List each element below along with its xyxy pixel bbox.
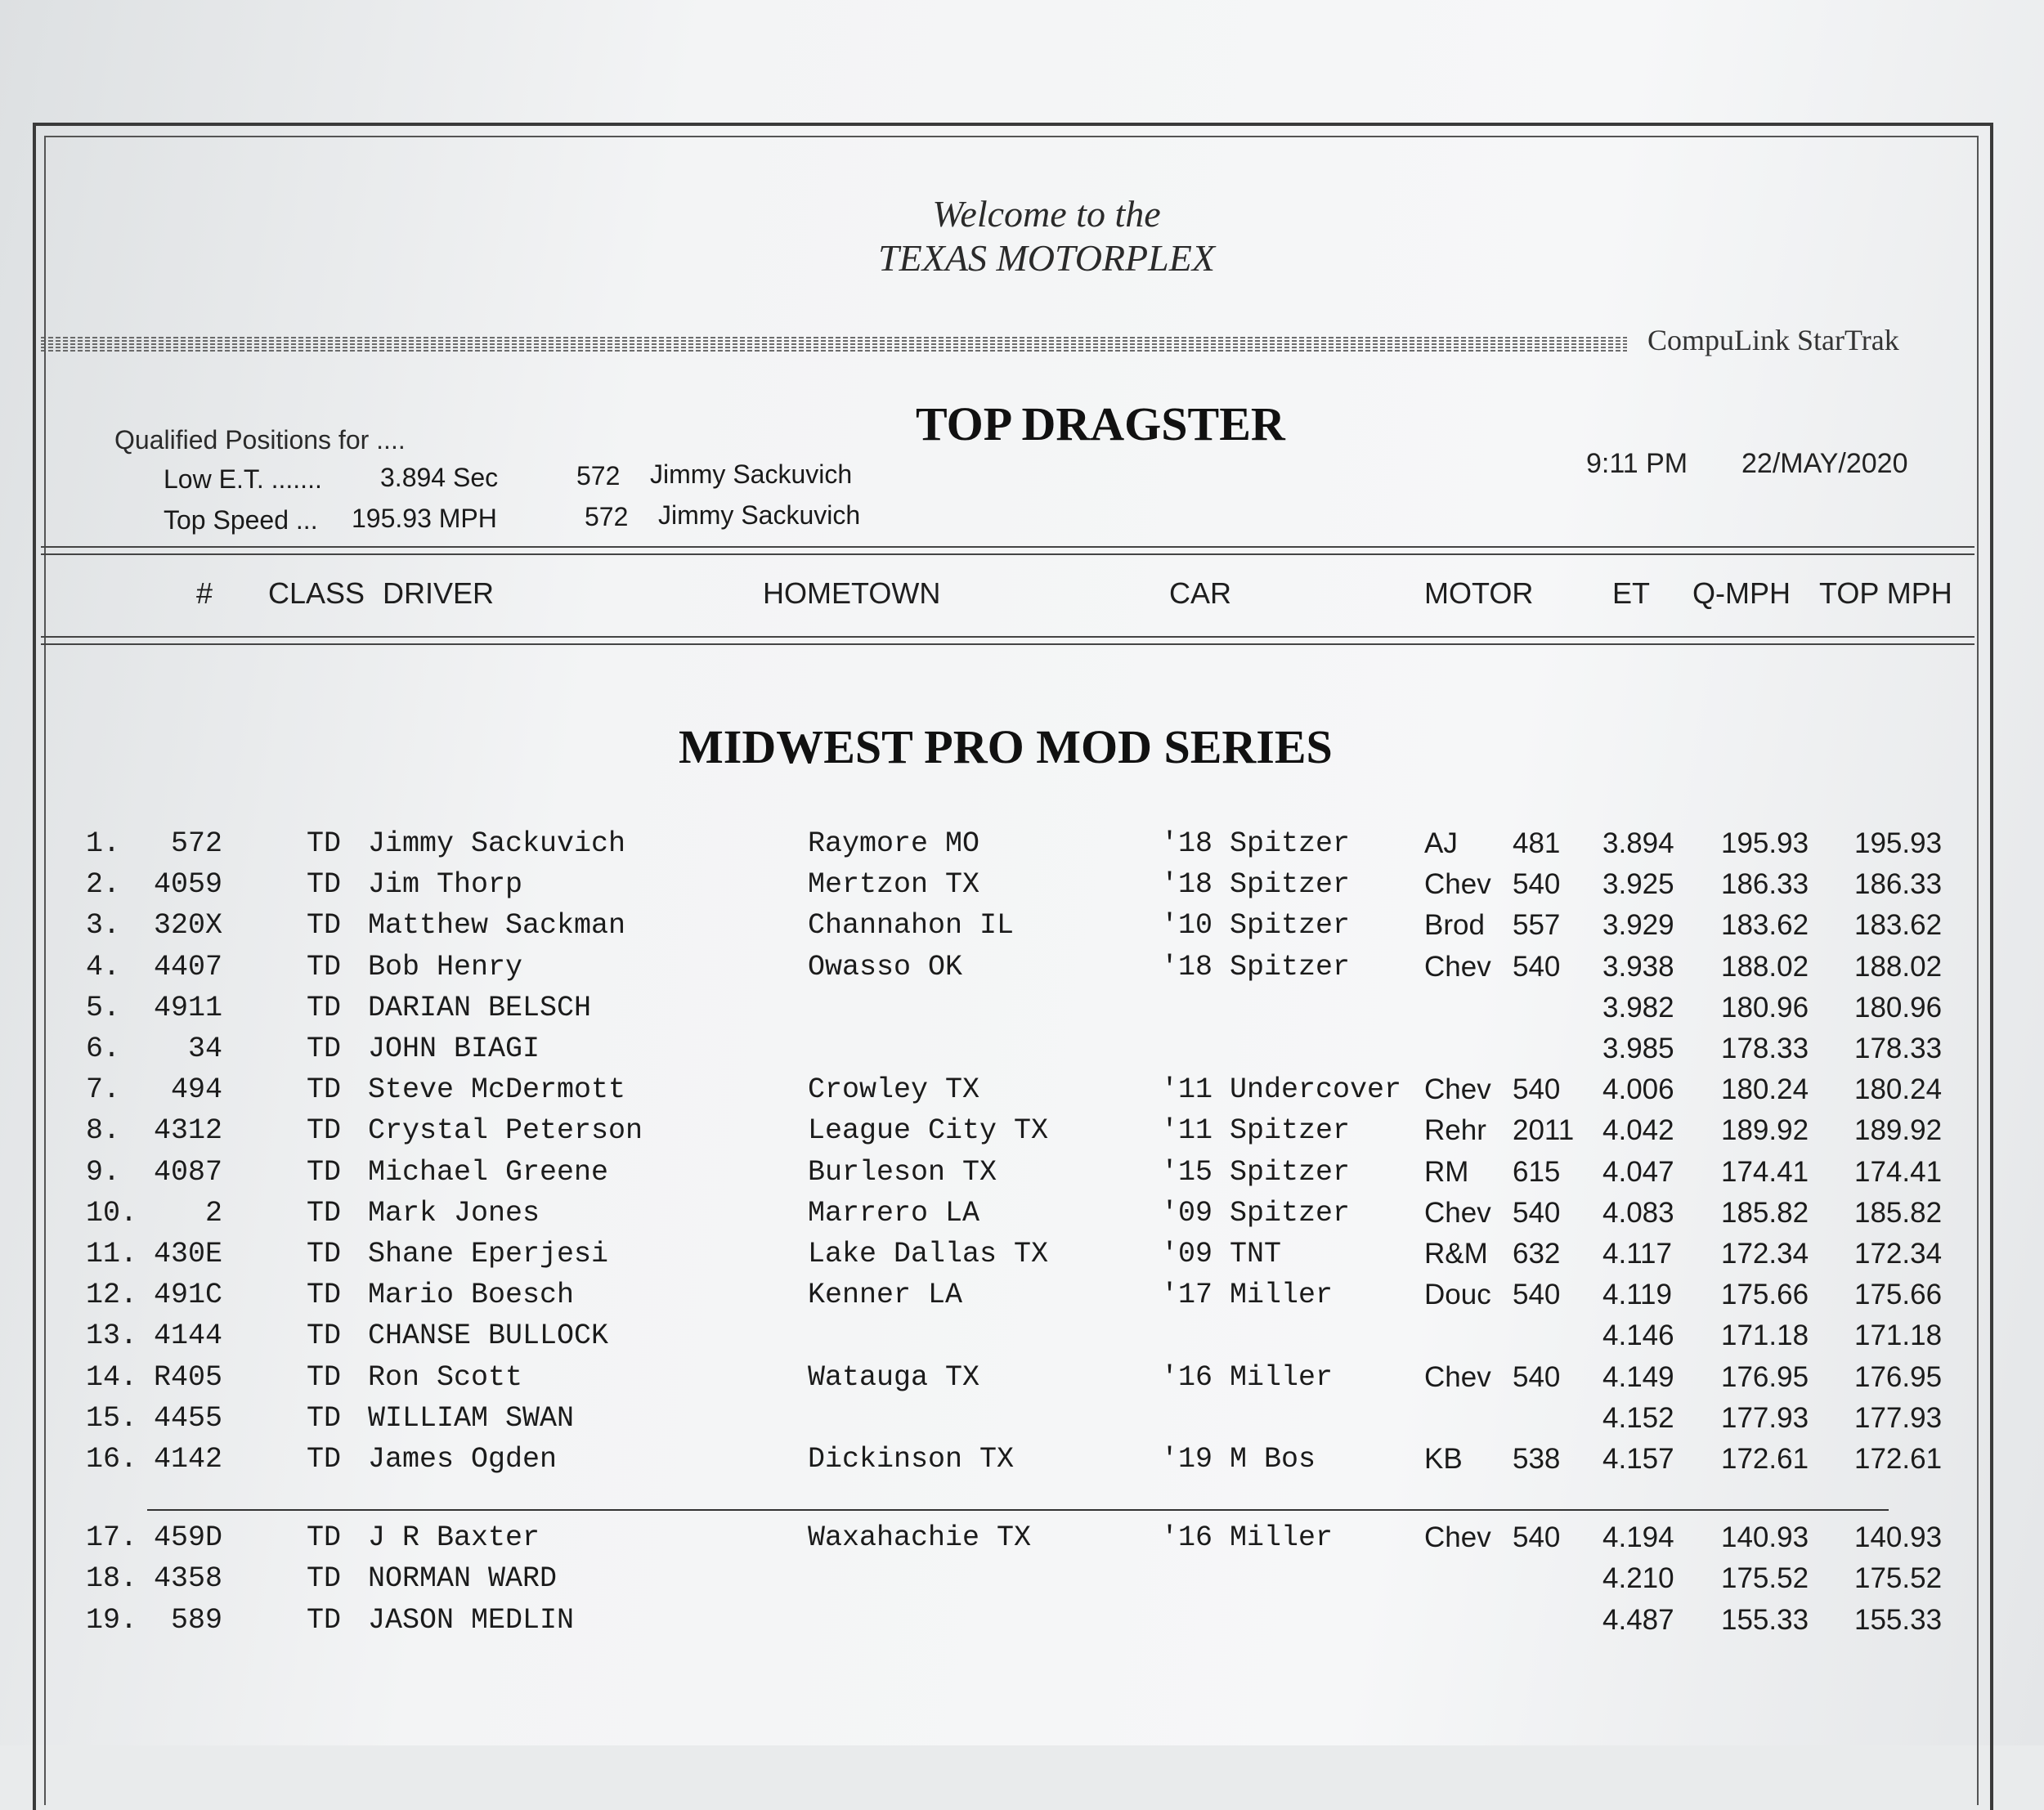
row-car-number: 589 [170, 1604, 222, 1637]
row-et: 4.119 [1602, 1279, 1672, 1310]
row-top-mph: 172.34 [1854, 1238, 1943, 1270]
col-header-q-mph: Q-MPH [1692, 576, 1791, 610]
col-header-class: CLASS [268, 576, 365, 610]
row-position: 1. [86, 827, 121, 860]
row-car: '17 Miller [1161, 1279, 1334, 1311]
table-row [0, 1361, 2044, 1402]
row-q-mph: 183.62 [1721, 909, 1809, 941]
row-et: 4.149 [1602, 1361, 1674, 1393]
row-driver: Shane Eperjesi [368, 1238, 609, 1270]
row-top-mph: 177.93 [1854, 1402, 1943, 1434]
row-position: 16. [86, 1443, 138, 1476]
row-et: 3.894 [1602, 827, 1674, 859]
row-car-number: 494 [170, 1073, 222, 1106]
row-class: TD [307, 1562, 342, 1595]
row-et: 4.194 [1602, 1521, 1674, 1553]
row-class: TD [307, 1114, 342, 1147]
table-row [0, 1562, 2044, 1603]
row-car-number: 4455 [153, 1402, 222, 1435]
row-class: TD [307, 1033, 342, 1065]
table-row [0, 827, 2044, 868]
row-top-mph: 176.95 [1854, 1361, 1943, 1393]
row-top-mph: 186.33 [1854, 868, 1943, 900]
row-car-number: 4358 [153, 1562, 222, 1595]
row-hometown: League City TX [808, 1114, 1049, 1147]
row-et: 4.146 [1602, 1319, 1674, 1351]
row-hometown: Waxahachie TX [808, 1521, 1032, 1554]
row-motor-cid: 615 [1513, 1156, 1561, 1188]
row-motor-cid: 540 [1513, 1279, 1561, 1310]
row-driver: JOHN BIAGI [368, 1033, 540, 1065]
row-top-mph: 195.93 [1854, 827, 1943, 859]
row-hometown: Burleson TX [808, 1156, 997, 1189]
row-et: 4.117 [1602, 1238, 1672, 1270]
row-driver: CHANSE BULLOCK [368, 1319, 609, 1352]
row-q-mph: 189.92 [1721, 1114, 1809, 1146]
row-class: TD [307, 1521, 342, 1554]
row-et: 4.152 [1602, 1402, 1674, 1434]
row-q-mph: 186.33 [1721, 868, 1809, 900]
row-car: '15 Spitzer [1161, 1156, 1351, 1189]
row-top-mph: 178.33 [1854, 1033, 1943, 1064]
low-et-value: 3.894 Sec [380, 463, 499, 492]
row-car-number: 4407 [153, 951, 222, 983]
row-motor-cid: 540 [1513, 1073, 1561, 1105]
row-top-mph: 175.66 [1854, 1279, 1943, 1310]
row-hometown: Lake Dallas TX [808, 1238, 1049, 1270]
row-motor: Chev [1424, 951, 1491, 983]
row-driver: Ron Scott [368, 1361, 523, 1394]
row-position: 6. [86, 1033, 121, 1065]
row-top-mph: 183.62 [1854, 909, 1943, 941]
row-class: TD [307, 868, 342, 901]
row-driver: DARIAN BELSCH [368, 992, 592, 1024]
row-car: '16 Miller [1161, 1361, 1334, 1394]
row-motor: Chev [1424, 1521, 1491, 1553]
table-row [0, 1156, 2044, 1197]
row-class: TD [307, 1197, 342, 1230]
row-top-mph: 188.02 [1854, 951, 1943, 983]
row-car: '10 Spitzer [1161, 909, 1351, 942]
table-row [0, 1114, 2044, 1155]
row-car: '19 M Bos [1161, 1443, 1316, 1476]
row-top-mph: 174.41 [1854, 1156, 1943, 1188]
row-driver: Crystal Peterson [368, 1114, 643, 1147]
row-driver: Mark Jones [368, 1197, 540, 1230]
row-class: TD [307, 1361, 342, 1394]
row-hometown: Kenner LA [808, 1279, 963, 1311]
row-class: TD [307, 1073, 342, 1106]
row-position: 14. [86, 1361, 138, 1394]
row-q-mph: 180.96 [1721, 992, 1809, 1024]
row-q-mph: 172.61 [1721, 1443, 1809, 1475]
row-et: 4.083 [1602, 1197, 1674, 1229]
row-motor-cid: 2011 [1513, 1114, 1575, 1146]
print-time: 9:11 PM [1586, 448, 1688, 479]
row-position: 5. [86, 992, 121, 1024]
row-hometown: Owasso OK [808, 951, 963, 983]
class-title: TOP DRAGSTER [916, 397, 1285, 450]
table-row [0, 1033, 2044, 1073]
row-hometown: Marrero LA [808, 1197, 980, 1230]
row-class: TD [307, 1604, 342, 1637]
table-row [0, 1073, 2044, 1114]
row-driver: NORMAN WARD [368, 1562, 558, 1595]
col-header-number: # [196, 576, 213, 610]
table-row [0, 1319, 2044, 1360]
row-et: 3.938 [1602, 951, 1674, 983]
low-et-label: Low E.T. ....... [164, 464, 322, 494]
table-row [0, 1521, 2044, 1562]
row-motor: Chev [1424, 1197, 1491, 1229]
col-header-et: ET [1612, 576, 1651, 610]
row-top-mph: 140.93 [1854, 1521, 1943, 1553]
row-et: 4.157 [1602, 1443, 1674, 1475]
row-q-mph: 188.02 [1721, 951, 1809, 983]
row-car: '11 Spitzer [1161, 1114, 1351, 1147]
row-motor: AJ [1424, 827, 1458, 859]
row-q-mph: 172.34 [1721, 1238, 1809, 1270]
row-car-number: 430E [153, 1238, 222, 1270]
row-class: TD [307, 1238, 342, 1270]
col-header-top-mph: TOP MPH [1819, 576, 1952, 610]
row-q-mph: 176.95 [1721, 1361, 1809, 1393]
row-top-mph: 189.92 [1854, 1114, 1943, 1146]
row-hometown: Dickinson TX [808, 1443, 1015, 1476]
row-class: TD [307, 1443, 342, 1476]
row-q-mph: 177.93 [1721, 1402, 1809, 1434]
table-row [0, 909, 2044, 950]
table-row [0, 951, 2044, 992]
row-position: 4. [86, 951, 121, 983]
row-car: '18 Spitzer [1161, 868, 1351, 901]
row-class: TD [307, 992, 342, 1024]
row-motor-cid: 632 [1513, 1238, 1561, 1270]
table-row [0, 1238, 2044, 1279]
row-driver: Jim Thorp [368, 868, 523, 901]
row-q-mph: 175.52 [1721, 1562, 1809, 1594]
row-hometown: Crowley TX [808, 1073, 980, 1106]
row-motor-cid: 540 [1513, 1521, 1561, 1553]
row-motor-cid: 557 [1513, 909, 1561, 941]
col-header-hometown: HOMETOWN [763, 576, 941, 610]
row-car: '18 Spitzer [1161, 827, 1351, 860]
low-et-driver: Jimmy Sackuvich [650, 459, 853, 489]
row-position: 7. [86, 1073, 121, 1106]
row-et: 4.006 [1602, 1073, 1674, 1105]
row-q-mph: 185.82 [1721, 1197, 1809, 1229]
row-class: TD [307, 909, 342, 942]
table-row [0, 868, 2044, 909]
row-car-number: 459D [153, 1521, 222, 1554]
row-car-number: 2 [204, 1197, 222, 1230]
row-position: 3. [86, 909, 121, 942]
row-class: TD [307, 1279, 342, 1311]
row-car-number: 34 [187, 1033, 222, 1065]
table-row [0, 1197, 2044, 1238]
row-class: TD [307, 1156, 342, 1189]
qualifying-cutoff-line [147, 1509, 1889, 1511]
table-row [0, 1279, 2044, 1319]
row-motor-cid: 540 [1513, 868, 1561, 900]
row-motor: KB [1424, 1443, 1463, 1475]
row-position: 17. [86, 1521, 138, 1554]
row-top-mph: 155.33 [1854, 1604, 1943, 1636]
row-position: 15. [86, 1402, 138, 1435]
row-motor: R&M [1424, 1238, 1488, 1270]
row-motor: Chev [1424, 1361, 1491, 1393]
row-position: 9. [86, 1156, 121, 1189]
row-et: 4.047 [1602, 1156, 1674, 1188]
row-q-mph: 175.66 [1721, 1279, 1809, 1310]
row-top-mph: 175.52 [1854, 1562, 1943, 1594]
row-motor-cid: 540 [1513, 1197, 1561, 1229]
row-car: '18 Spitzer [1161, 951, 1351, 983]
top-speed-driver: Jimmy Sackuvich [658, 500, 861, 530]
row-q-mph: 178.33 [1721, 1033, 1809, 1064]
top-speed-label: Top Speed ... [164, 505, 318, 535]
row-motor: Rehr [1424, 1114, 1486, 1146]
row-car-number: 4142 [153, 1443, 222, 1476]
row-motor-cid: 540 [1513, 1361, 1561, 1393]
row-hometown: Channahon IL [808, 909, 1015, 942]
row-position: 19. [86, 1604, 138, 1637]
row-driver: Jimmy Sackuvich [368, 827, 626, 860]
series-title: MIDWEST PRO MOD SERIES [679, 720, 1333, 773]
row-driver: Matthew Sackman [368, 909, 626, 942]
row-car: '09 TNT [1161, 1238, 1282, 1270]
row-motor-cid: 538 [1513, 1443, 1561, 1475]
row-motor: Douc [1424, 1279, 1491, 1310]
top-speed-car-number: 572 [585, 502, 629, 531]
row-car-number: 572 [170, 827, 222, 860]
row-position: 13. [86, 1319, 138, 1352]
row-hometown: Mertzon TX [808, 868, 980, 901]
row-q-mph: 155.33 [1721, 1604, 1809, 1636]
row-et: 3.925 [1602, 868, 1674, 900]
row-car: '16 Miller [1161, 1521, 1334, 1554]
row-driver: Steve McDermott [368, 1073, 626, 1106]
col-header-driver: DRIVER [383, 576, 495, 610]
row-q-mph: 180.24 [1721, 1073, 1809, 1105]
row-q-mph: 174.41 [1721, 1156, 1809, 1188]
row-car-number: R405 [153, 1361, 222, 1394]
row-et: 3.982 [1602, 992, 1674, 1024]
row-driver: Michael Greene [368, 1156, 609, 1189]
row-car-number: 320X [153, 909, 222, 942]
row-q-mph: 195.93 [1721, 827, 1809, 859]
row-car-number: 4911 [153, 992, 222, 1024]
top-speed-value: 195.93 MPH [352, 504, 497, 533]
row-class: TD [307, 1402, 342, 1435]
table-row [0, 1402, 2044, 1443]
qualified-heading: Qualified Positions for .... [114, 425, 406, 455]
row-class: TD [307, 951, 342, 983]
row-class: TD [307, 1319, 342, 1352]
table-row [0, 1604, 2044, 1645]
row-position: 18. [86, 1562, 138, 1595]
track-name: TEXAS MOTORPLEX [878, 237, 1215, 279]
row-driver: James Ogden [368, 1443, 558, 1476]
print-date: 22/MAY/2020 [1741, 448, 1908, 479]
col-header-car: CAR [1169, 576, 1232, 610]
low-et-car-number: 572 [576, 461, 621, 491]
table-row [0, 1443, 2044, 1484]
row-top-mph: 185.82 [1854, 1197, 1943, 1229]
row-car: '09 Spitzer [1161, 1197, 1351, 1230]
row-et: 4.042 [1602, 1114, 1674, 1146]
timing-system-label: CompuLink StarTrak [1647, 324, 1899, 356]
row-top-mph: 172.61 [1854, 1443, 1943, 1475]
row-position: 10. [86, 1197, 138, 1230]
row-et: 4.487 [1602, 1604, 1674, 1636]
row-car-number: 491C [153, 1279, 222, 1311]
table-row [0, 992, 2044, 1033]
row-car: '11 Undercover [1161, 1073, 1402, 1106]
row-car-number: 4312 [153, 1114, 222, 1147]
row-driver: Bob Henry [368, 951, 523, 983]
row-q-mph: 171.18 [1721, 1319, 1809, 1351]
row-motor-cid: 540 [1513, 951, 1561, 983]
row-motor: Chev [1424, 868, 1491, 900]
row-motor: RM [1424, 1156, 1469, 1188]
row-position: 12. [86, 1279, 138, 1311]
row-car-number: 4059 [153, 868, 222, 901]
row-motor: Brod [1424, 909, 1485, 941]
row-hometown: Raymore MO [808, 827, 980, 860]
row-motor-cid: 481 [1513, 827, 1561, 859]
row-et: 4.210 [1602, 1562, 1674, 1594]
row-position: 11. [86, 1238, 138, 1270]
row-driver: WILLIAM SWAN [368, 1402, 575, 1435]
row-driver: JASON MEDLIN [368, 1604, 575, 1637]
row-et: 3.985 [1602, 1033, 1674, 1064]
row-q-mph: 140.93 [1721, 1521, 1809, 1553]
row-class: TD [307, 827, 342, 860]
row-top-mph: 171.18 [1854, 1319, 1943, 1351]
row-hometown: Watauga TX [808, 1361, 980, 1394]
row-position: 2. [86, 868, 121, 901]
col-header-motor: MOTOR [1424, 576, 1534, 610]
row-top-mph: 180.24 [1854, 1073, 1943, 1105]
welcome-line-1: Welcome to the [932, 193, 1161, 235]
row-car-number: 4087 [153, 1156, 222, 1189]
row-motor: Chev [1424, 1073, 1491, 1105]
row-driver: J R Baxter [368, 1521, 540, 1554]
row-position: 8. [86, 1114, 121, 1147]
row-et: 3.929 [1602, 909, 1674, 941]
row-top-mph: 180.96 [1854, 992, 1943, 1024]
row-car-number: 4144 [153, 1319, 222, 1352]
row-driver: Mario Boesch [368, 1279, 575, 1311]
